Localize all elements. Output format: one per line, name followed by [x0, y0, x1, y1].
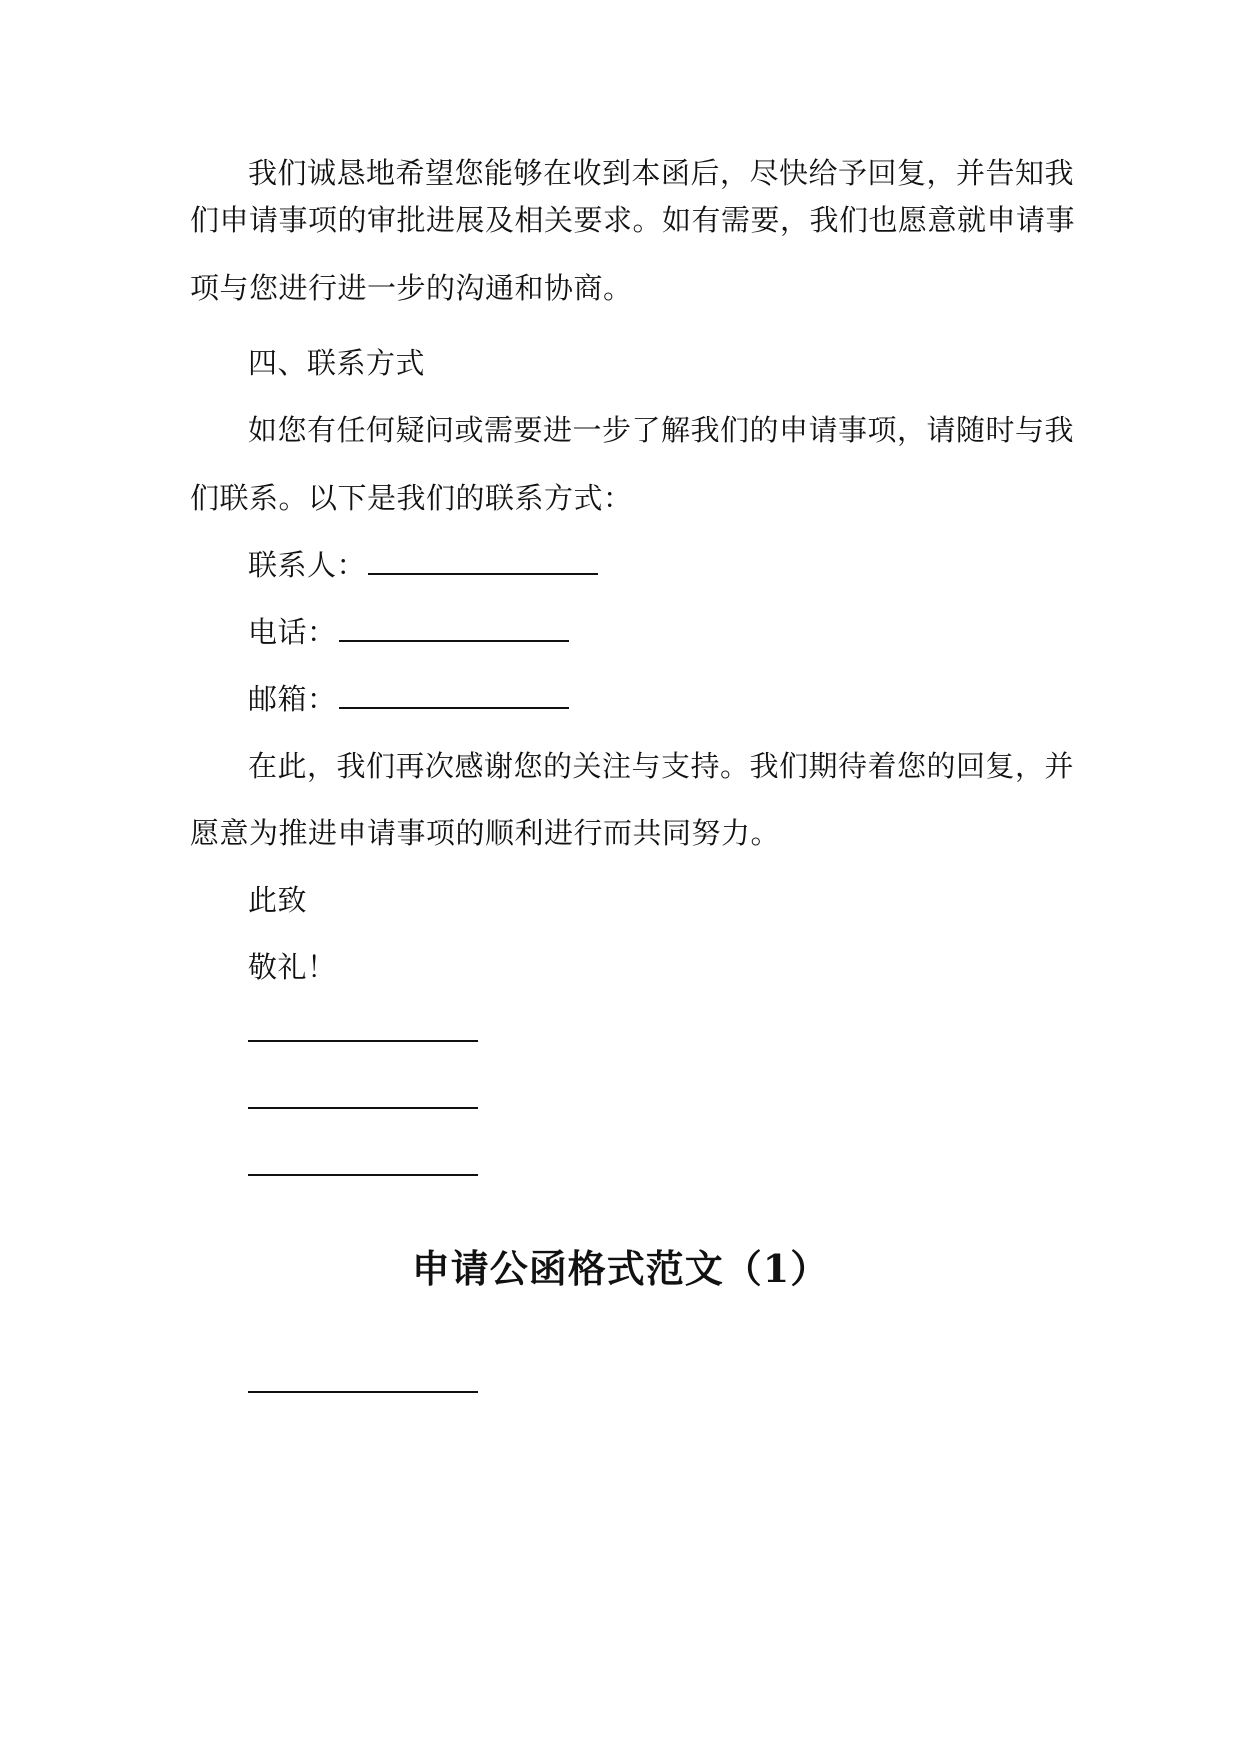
reply-paragraph-line-3: 项与您进行进一步的沟通和协商。 [190, 271, 633, 305]
email-label: 邮箱： [248, 682, 337, 716]
signature-blank-1 [248, 1040, 478, 1042]
email-blank [339, 685, 569, 709]
contact-person-blank [368, 551, 598, 575]
salutation-line-1: 此致 [248, 883, 308, 917]
phone-label: 电话： [248, 615, 337, 649]
contact-person-label: 联系人： [248, 548, 367, 582]
contact-paragraph-line-1: 如您有任何疑问或需要进一步了解我们的申请事项，请随时与我 [248, 413, 1075, 447]
section-heading-contact: 四、联系方式 [248, 346, 426, 380]
signature-blank-3 [248, 1174, 478, 1176]
reply-paragraph-line-2: 们申请事项的审批进展及相关要求。如有需要，我们也愿意就申请事 [190, 203, 1076, 237]
salutation-line-2: 敬礼！ [248, 950, 337, 984]
closing-paragraph-line-2: 愿意为推进申请事项的顺利进行而共同努力。 [190, 816, 781, 850]
title-blank-line [248, 1391, 478, 1393]
closing-paragraph-line-1: 在此，我们再次感谢您的关注与支持。我们期待着您的回复，并 [248, 749, 1075, 783]
phone-row [248, 612, 1058, 652]
signature-blank-2 [248, 1107, 478, 1109]
contact-person-row [248, 545, 1058, 585]
phone-blank [339, 618, 569, 642]
reply-paragraph-line-1: 我们诚恳地希望您能够在收到本函后，尽快给予回复，并告知我 [248, 156, 1075, 190]
next-document-title: 申请公函格式范文（1） [411, 1246, 830, 1291]
email-row [248, 679, 1058, 719]
contact-paragraph-line-2: 们联系。以下是我们的联系方式： [190, 481, 633, 515]
